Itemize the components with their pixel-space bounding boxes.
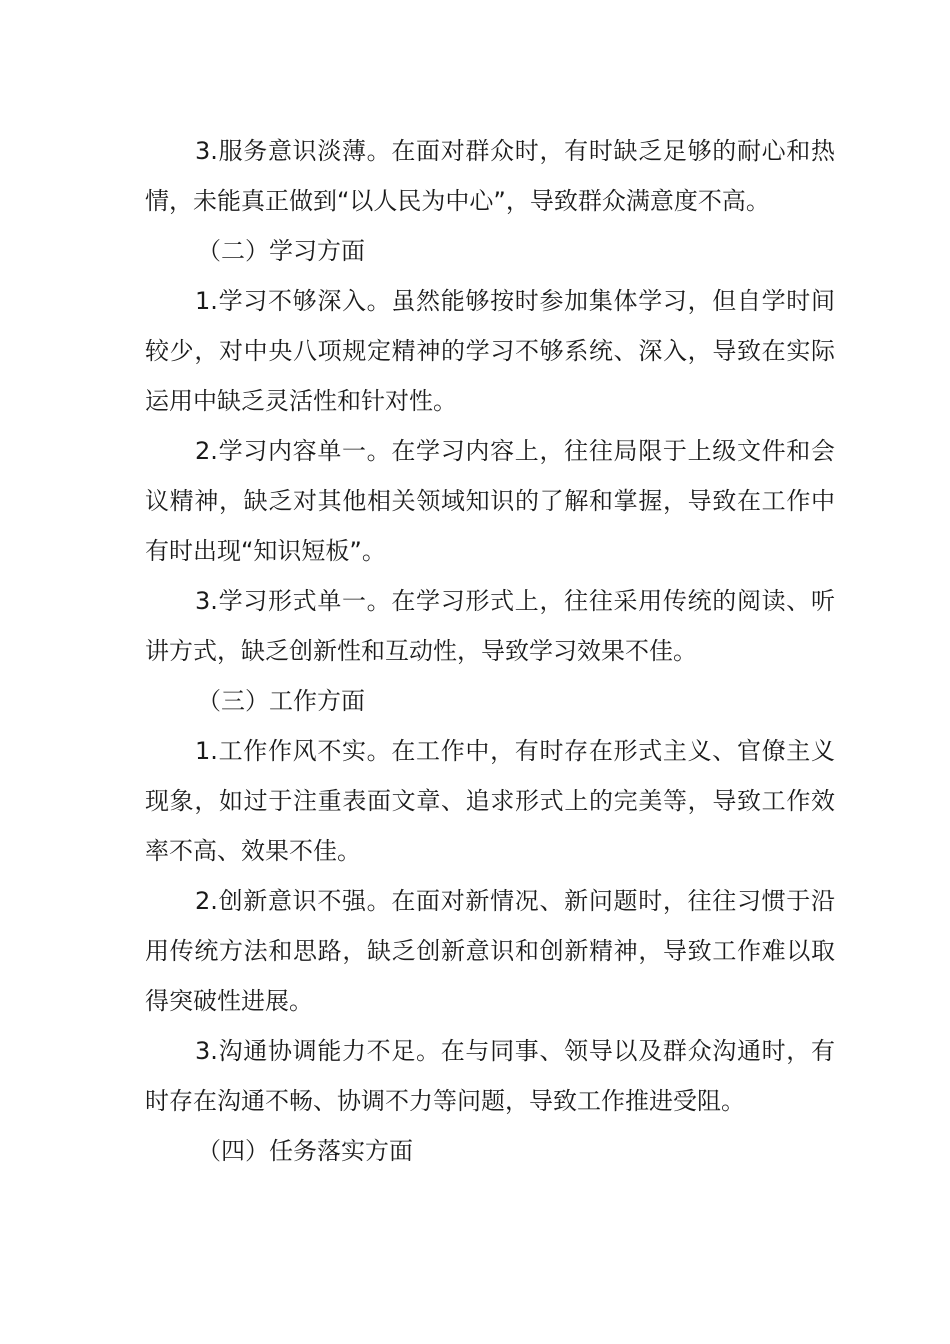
document-body xyxy=(145,126,835,1176)
paragraph-study-content: 2.学习内容单一。在学习内容上，往往局限于上级文件和会议精神，缺乏对其他相关领域知识的了解和掌握，导致在工作中有时出现“知识短板”。 xyxy=(145,437,835,565)
paragraph-study-depth: 1.学习不够深入。虽然能够按时参加集体学习，但自学时间较少，对中央八项规定精神的学习不够系统、深入，导致在实际运用中缺乏灵活性和针对性。 xyxy=(145,287,835,415)
section-heading-study: （二）学习方面 xyxy=(197,237,365,265)
paragraph-work-style: 1.工作作风不实。在工作中，有时存在形式主义、官僚主义现象，如过于注重表面文章、追求形式上的完美等，导致工作效率不高、效果不佳。 xyxy=(145,737,835,865)
paragraph-service-awareness: 3.服务意识淡薄。在面对群众时，有时缺乏足够的耐心和热情，未能真正做到“以人民为中心”，导致群众满意度不高。 xyxy=(145,137,835,215)
section-heading-work: （三）工作方面 xyxy=(197,687,365,715)
paragraph-study-form: 3.学习形式单一。在学习形式上，往往采用传统的阅读、听讲方式，缺乏创新性和互动性，导致学习效果不佳。 xyxy=(145,587,835,665)
section-heading-task-implementation: （四）任务落实方面 xyxy=(197,1137,413,1165)
paragraph-innovation: 2.创新意识不强。在面对新情况、新问题时，往往习惯于沿用传统方法和思路，缺乏创新意识和创新精神，导致工作难以取得突破性进展。 xyxy=(145,887,835,1015)
paragraph-communication: 3.沟通协调能力不足。在与同事、领导以及群众沟通时，有时存在沟通不畅、协调不力等问题，导致工作推进受阻。 xyxy=(145,1037,835,1115)
